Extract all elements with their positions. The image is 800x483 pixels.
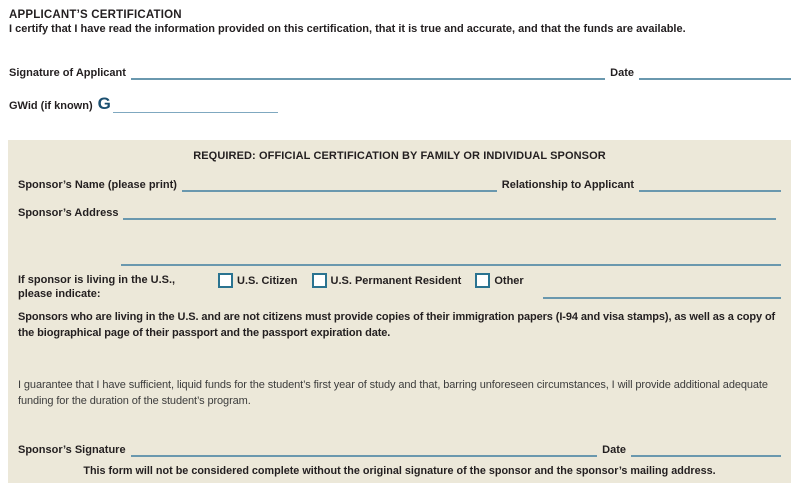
residency-caption-line2: please indicate: <box>18 288 101 300</box>
gwid-prefix: G <box>97 94 111 113</box>
sponsor-date-line[interactable] <box>631 452 781 457</box>
sponsor-address-line-1[interactable] <box>123 215 776 220</box>
other-specify-line[interactable] <box>543 294 781 299</box>
checkbox-us-citizen[interactable] <box>218 273 298 288</box>
completeness-footer-note: This form will not be considered complete without the original signature of the sponsor and the sponsor’s mailing address. <box>83 465 716 477</box>
sponsor-signature-row <box>18 443 781 457</box>
sponsor-date-label: Date <box>602 444 626 456</box>
applicant-date-label: Date <box>610 67 634 79</box>
sponsor-guarantee-statement: I guarantee that I have sufficient, liquid funds for the student’s first year of study and that, barring unforeseen circumstances, I will provide additional adequate funding for the duration of the student’s program. <box>18 379 768 407</box>
applicant-signature-line[interactable] <box>131 75 605 80</box>
gwid-row <box>9 95 791 113</box>
other-checkbox-icon[interactable] <box>475 273 490 288</box>
us-citizen-checkbox-icon[interactable] <box>218 273 233 288</box>
applicant-date-line[interactable] <box>639 75 791 80</box>
gwid-input-line[interactable] <box>113 109 278 113</box>
sponsor-signature-label: Sponsor’s Signature <box>18 444 126 456</box>
applicant-signature-row <box>9 66 791 80</box>
residency-caption-line1: If sponsor is living in the U.S., <box>18 274 176 286</box>
sponsor-signature-line[interactable] <box>131 452 598 457</box>
applicant-section-heading: APPLICANT’S CERTIFICATION <box>9 9 182 21</box>
residency-caption <box>18 273 218 301</box>
gwid-label: GWid (if known) <box>9 100 93 112</box>
residency-status-row <box>18 273 781 301</box>
checkbox-permanent-resident[interactable] <box>312 273 462 288</box>
sponsor-address-row <box>18 206 781 220</box>
applicant-certification-section <box>9 8 791 113</box>
sponsor-address-line-2[interactable] <box>121 261 781 266</box>
applicant-signature-label: Signature of Applicant <box>9 67 126 79</box>
immigration-papers-note: Sponsors who are living in the U.S. and are not citizens must provide copies of their immigration papers (I-94 and visa stamps), as well as a copy of the biographical page of their passport and the passport expiration date. <box>18 311 776 339</box>
sponsor-section-heading: REQUIRED: OFFICIAL CERTIFICATION BY FAMILY OR INDIVIDUAL SPONSOR <box>193 150 606 162</box>
sponsor-name-line[interactable] <box>182 187 497 192</box>
relationship-line[interactable] <box>639 187 781 192</box>
other-label: Other <box>494 274 524 287</box>
permanent-resident-checkbox-icon[interactable] <box>312 273 327 288</box>
us-citizen-label: U.S. Citizen <box>237 274 298 287</box>
sponsor-name-label: Sponsor’s Name (please print) <box>18 179 177 191</box>
sponsor-name-row <box>18 178 781 192</box>
applicant-certify-statement: I certify that I have read the information provided on this certification, that it is true and accurate, and that the funds are available. <box>9 23 686 35</box>
permanent-resident-label: U.S. Permanent Resident <box>330 274 462 287</box>
sponsor-address-label: Sponsor’s Address <box>18 207 119 219</box>
relationship-label: Relationship to Applicant <box>501 179 634 191</box>
sponsor-certification-section <box>8 140 791 483</box>
checkbox-other[interactable] <box>475 273 523 288</box>
